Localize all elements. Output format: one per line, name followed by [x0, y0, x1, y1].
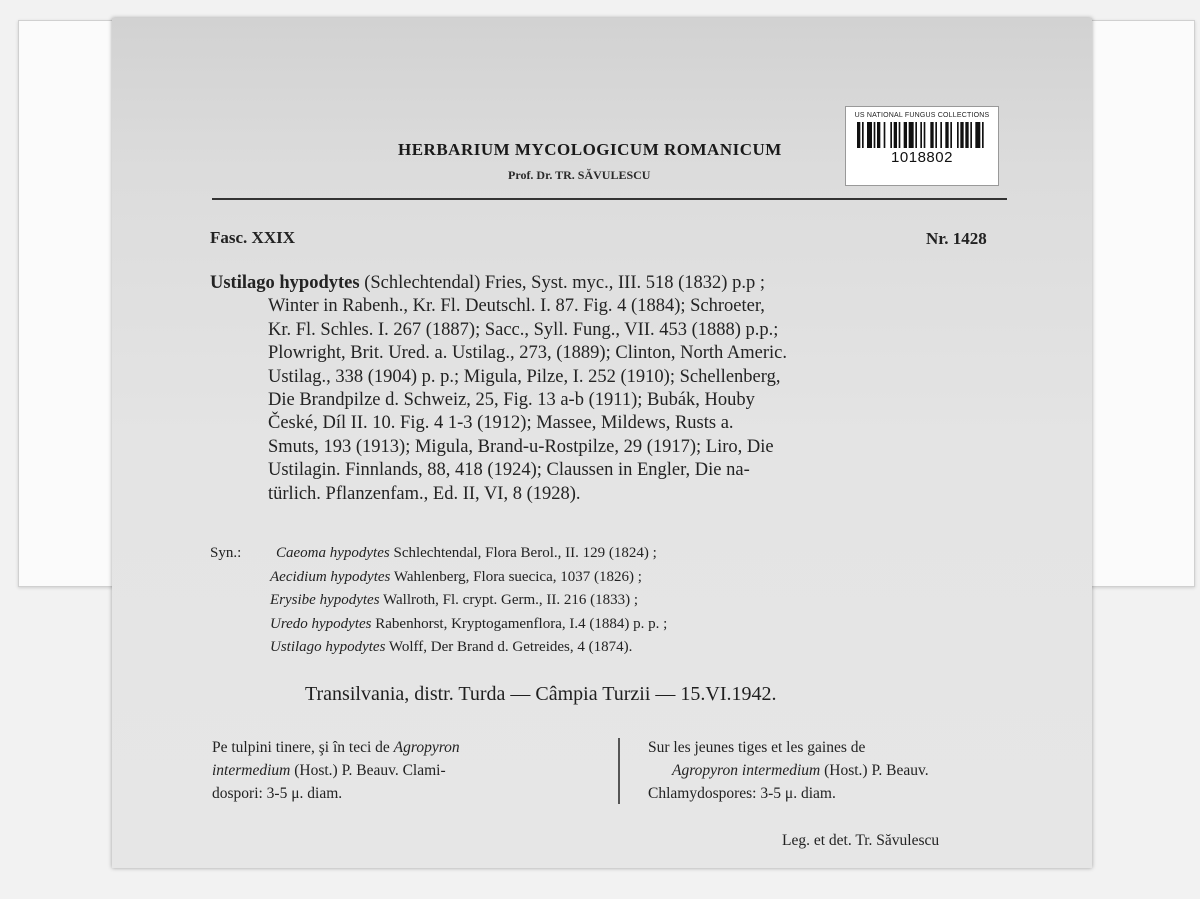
citation-line: Winter in Rabenh., Kr. Fl. Deutschl. I. 87. Fig. 4 (1884); Schroeter,	[268, 296, 765, 317]
barcode-label	[845, 106, 999, 186]
fascicle-number: Fasc. XXIX	[210, 228, 295, 247]
herbarium-title: HERBARIUM MYCOLOGICUM ROMANICUM	[398, 140, 782, 159]
synonym-line: Ustilago hypodytes Wolff, Der Brand d. Getreides, 4 (1874).	[270, 639, 633, 655]
synonym-line: Erysibe hypodytes Wallroth, Fl. crypt. Germ., II. 216 (1833) ;	[270, 592, 639, 608]
synonyms-label: Syn.:	[210, 545, 242, 561]
column-divider	[618, 738, 620, 804]
host-line: intermedium (Host.) P. Beauv. Clami-	[212, 762, 446, 779]
citation-line: Ustilag., 338 (1904) p. p.; Migula, Pilze, I. 252 (1910); Schellenberg,	[268, 366, 781, 387]
herbarium-curator: Prof. Dr. TR. SĂVULESCU	[508, 168, 651, 182]
synonym-line: Uredo hypodytes Rabenhorst, Kryptogamenflora, I.4 (1884) p. p. ;	[270, 615, 668, 632]
citation-line: Kr. Fl. Schles. I. 267 (1887); Sacc., Syll. Fung., VII. 453 (1888) p.p.;	[268, 319, 779, 340]
synonyms-block	[210, 542, 667, 660]
host-line: Agropyron intermedium (Host.) P. Beauv.	[672, 762, 929, 779]
barcode-caption: US NATIONAL FUNGUS COLLECTIONS	[854, 112, 990, 119]
collector-credit: Leg. et det. Tr. Săvulescu	[782, 832, 940, 849]
citation-line: Smuts, 193 (1913); Migula, Brand-u-Rostpilze, 29 (1917); Liro, Die	[268, 436, 774, 457]
citation-line: České, Díl II. 10. Fig. 4 1-3 (1912); Massee, Mildews, Rusts a.	[268, 413, 734, 434]
host-line: Chlamydospores: 3-5 μ. diam.	[648, 785, 836, 802]
citation-line: Ustilagin. Finnlands, 88, 418 (1924); Claussen in Engler, Die na-	[268, 460, 750, 481]
synonym-line: Aecidium hypodytes Wahlenberg, Flora suecica, 1037 (1826) ;	[270, 568, 642, 585]
host-line: Pe tulpini tinere, şi în teci de Agropyron	[212, 739, 460, 756]
header-divider	[212, 198, 1007, 200]
host-description-romanian	[212, 736, 602, 805]
barcode-icon	[857, 122, 987, 148]
barcode-number: 1018802	[891, 149, 953, 166]
host-description-french	[648, 736, 1028, 805]
collection-locality: Transilvania, distr. Turda — Câmpia Turzii — 15.VI.1942.	[305, 683, 777, 705]
citation-line: Die Brandpilze d. Schweiz, 25, Fig. 13 a-b (1911); Bubák, Houby	[268, 390, 755, 411]
citation-line: türlich. Pflanzenfam., Ed. II, VI, 8 (1928).	[268, 483, 581, 504]
host-line: Sur les jeunes tiges et les gaines de	[648, 739, 866, 756]
species-name: Ustilago hypodytes	[210, 273, 360, 293]
specimen-number: Nr. 1428	[926, 229, 987, 248]
citation-line: Ustilago hypodytes (Schlechtendal) Fries, Syst. myc., III. 518 (1832) p.p ;	[210, 273, 765, 293]
host-line: dospori: 3-5 μ. diam.	[212, 785, 343, 802]
synonym-line: Syn.: Caeoma hypodytes Schlechtendal, Flora Berol., II. 129 (1824) ;	[210, 542, 667, 566]
citation-line: Plowright, Brit. Ured. a. Ustilag., 273, (1889); Clinton, North Americ.	[268, 343, 787, 364]
species-citation	[210, 272, 1020, 506]
